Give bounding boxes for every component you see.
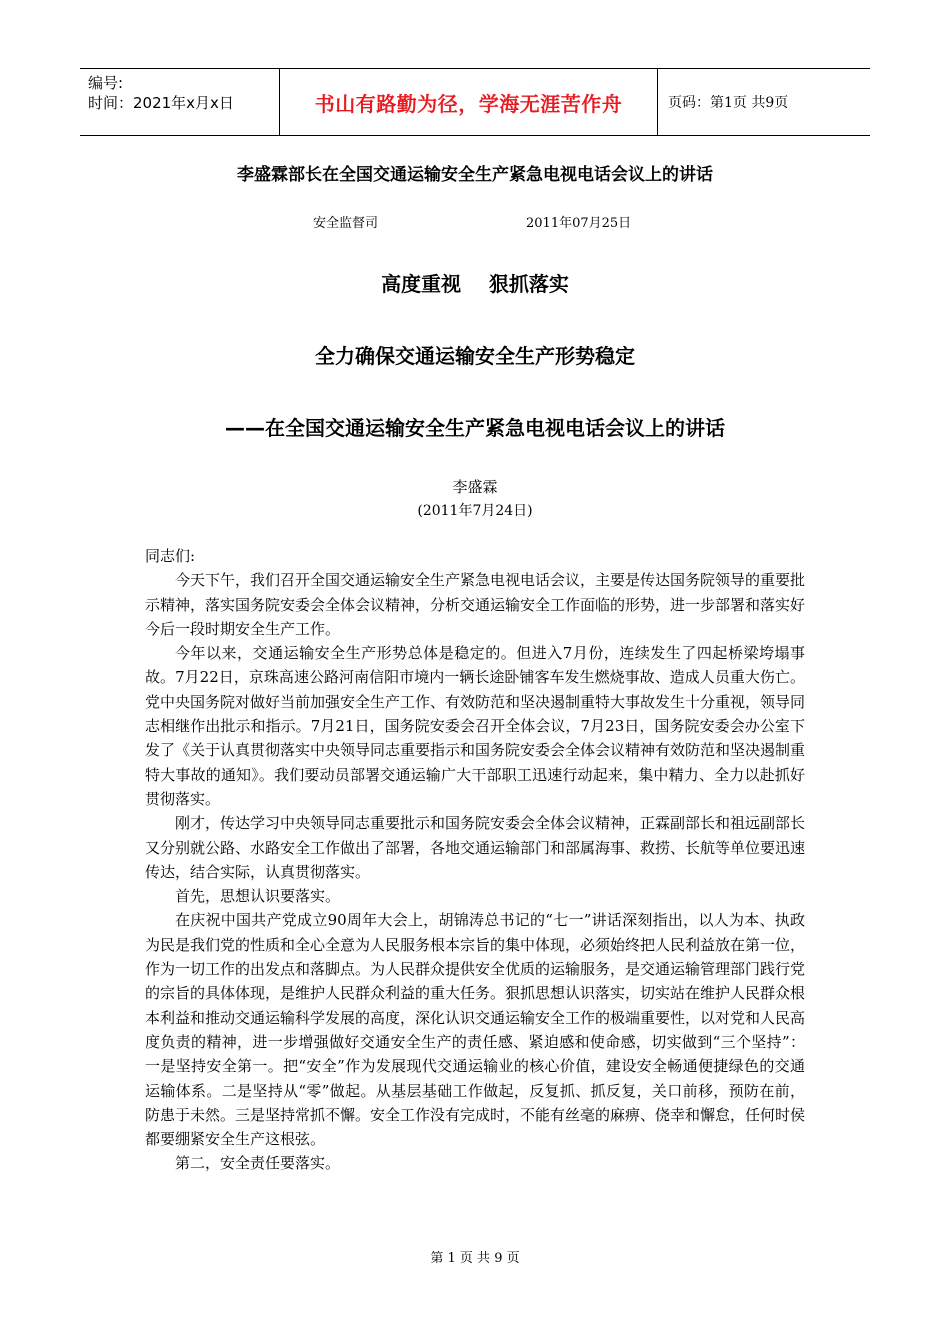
paragraph: 刚才，传达学习中央领导同志重要批示和国务院安委会全体会议精神，正霖副部长和祖远副部长又分别就公路、水路安全工作做出了部署，各地交通运输部门和部属海事、救捞、长航等单位要迅速传达，结合实际，认真贯彻落实。: [145, 814, 806, 881]
page-code: 页码：第1页 共9页: [668, 95, 789, 111]
page-footer: 第 1 页 共 9 页: [430, 1251, 520, 1266]
motto: 书山有路勤为径，学海无涯苦作舟: [314, 91, 623, 116]
publish-date: 2011年07月25日: [526, 216, 632, 231]
header-left-cell: [80, 69, 280, 135]
document-time-label: 时间：2021年x月x日: [88, 94, 234, 112]
paragraph: 在庆祝中国共产党成立90周年大会上，胡锦涛总书记的“七一”讲话深刻指出，以人为本、执政为民是我们党的性质和全心全意为人民服务根本宗旨的集中体现，必须始终把人民利益放在第一位，作为一切工作的出发点和落脚点。为人民群众提供安全优质的运输服务，是交通运输管理部门践行党的宗旨的具体体现，是维护人民群众利益的重大任务。狠抓思想认识落实，切实站在维护人民群众根本利益和推动交通运输科学发展的高度，深化认识交通运输安全工作的极端重要性，以对党和人民高度负责的精神，进一步增强做好交通安全生产的责任感、紧迫感和使命感，切实做到“三个坚持”：一是坚持安全第一。把“安全”作为发展现代交通运输业的核心价值，建设安全畅通便捷绿色的交通运输体系。二是坚持从“零”做起。从基层基础工作做起，反复抓、抓反复，关口前移，预防在前，防患于未然。三是坚持常抓不懈。安全工作没有完成时，不能有丝毫的麻痹、侥幸和懈怠，任何时侯都要绷紧安全生产这根弦。: [145, 911, 806, 1149]
speech-author: 李盛霖: [452, 478, 498, 496]
paragraph: 首先，思想认识要落实。: [175, 887, 341, 906]
department: 安全监督司: [313, 216, 379, 231]
paragraph: 第二，安全责任要落实。: [175, 1154, 341, 1173]
document-number-label: 编号:: [88, 74, 124, 92]
document-title: 李盛霖部长在全国交通运输安全生产紧急电视电话会议上的讲话: [237, 165, 713, 185]
speech-date: (2011年7月24日): [417, 503, 533, 519]
speech-heading-3: ——在全国交通运输安全生产紧急电视电话会议上的讲话: [225, 416, 725, 440]
header-motto-cell: [280, 69, 658, 135]
header-table: [80, 68, 870, 136]
paragraph: 今天下午，我们召开全国交通运输安全生产紧急电视电话会议，主要是传达国务院领导的重要批示精神，落实国务院安委会全体会议精神，分析交通运输安全工作面临的形势，进一步部署和落实好今后一段时期安全生产工作。: [145, 571, 806, 638]
speech-heading-1: 高度重视 狠抓落实: [381, 272, 569, 296]
speech-heading-2: 全力确保交通运输安全生产形势稳定: [315, 344, 635, 368]
salutation: 同志们:: [145, 547, 196, 565]
header-page-cell: [658, 69, 870, 135]
speech-body: [145, 544, 805, 1176]
paragraph: 今年以来，交通运输安全生产形势总体是稳定的。但进入7月份，连续发生了四起桥梁垮塌事故。7月22日，京珠高速公路河南信阳市境内一辆长途卧铺客车发生燃烧事故、造成人员重大伤亡。党中央国务院对做好当前加强安全生产工作、有效防范和坚决遏制重特大事故发生十分重视，领导同志相继作出批示和指示。7月21日，国务院安委会召开全体会议，7月23日，国务院安委会办公室下发了《关于认真贯彻落实中央领导同志重要指示和国务院安委会全体会议精神有效防范和坚决遏制重特大事故的通知》。我们要动员部署交通运输广大干部职工迅速行动起来，集中精力、全力以赴抓好贯彻落实。: [145, 644, 806, 808]
